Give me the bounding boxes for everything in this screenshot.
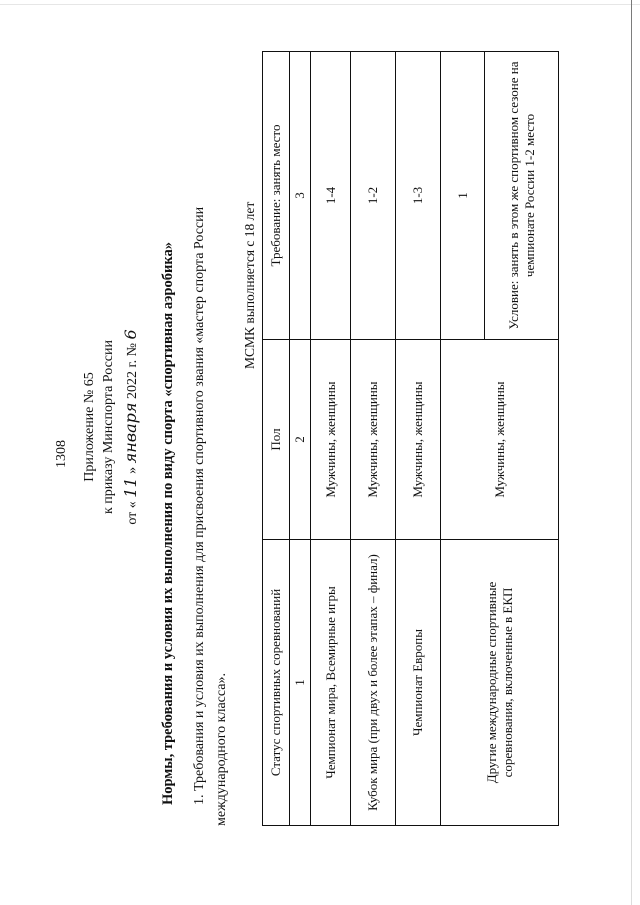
- intro-line-1: 1. Требования и условия их выполнения для присвоения спортивного звания «мастер спорта России: [192, 206, 207, 805]
- competition-status: Кубок мира (при двух и более этапах – финал): [351, 540, 396, 826]
- place-cell: 1-3: [396, 52, 441, 340]
- date-prefix: от «: [125, 501, 140, 525]
- table-row: [441, 52, 485, 826]
- date-number: 6: [121, 329, 140, 340]
- gender-cell: Мужчины, женщины: [396, 340, 441, 540]
- intro-line-2: международного класса».: [214, 673, 229, 826]
- competition-status: Чемпионат мира, Всемирные игры: [311, 540, 351, 826]
- appendix-order: к приказу Минспорта России: [101, 340, 116, 514]
- column-number: 2: [290, 340, 311, 540]
- header-place: Требование: занять место: [263, 52, 290, 340]
- appendix-date: [121, 247, 141, 607]
- column-number: 3: [290, 52, 311, 340]
- date-year: 2022 г. №: [125, 343, 140, 400]
- place-cell: 1-4: [311, 52, 351, 340]
- gender-cell: Мужчины, женщины: [441, 340, 559, 540]
- table-number-row: [290, 52, 311, 826]
- place-cell: 1-2: [351, 52, 396, 340]
- document-title: Нормы, требования и условия их выполнения по виду спорта «спортивная аэробика»: [160, 242, 176, 805]
- place-cell: 1: [441, 52, 485, 340]
- competition-status: Другие международные спортивные соревнования, включенные в ЕКП: [441, 540, 559, 826]
- appendix-number: Приложение № 65: [82, 372, 97, 482]
- table-row: [396, 52, 441, 826]
- date-month: января: [121, 402, 140, 464]
- table-header-row: [263, 52, 290, 826]
- gender-cell: Мужчины, женщины: [351, 340, 396, 540]
- table-row: [311, 52, 351, 826]
- table-row: [351, 52, 396, 826]
- column-number: 1: [290, 540, 311, 826]
- norms-table: [262, 51, 559, 826]
- date-day: 11: [121, 477, 140, 498]
- date-mid: »: [125, 466, 140, 474]
- header-status: Статус спортивных соревнований: [263, 540, 290, 826]
- table-caption: МСМК выполняется с 18 лет: [242, 201, 257, 369]
- page-number: 1308: [54, 440, 69, 468]
- competition-status: Чемпионат Европы: [396, 540, 441, 826]
- gender-cell: Мужчины, женщины: [311, 340, 351, 540]
- condition-cell: Условие: занять в этом же спортивном сезоне на чемпионате России 1-2 место: [485, 52, 559, 340]
- header-gender: Пол: [263, 340, 290, 540]
